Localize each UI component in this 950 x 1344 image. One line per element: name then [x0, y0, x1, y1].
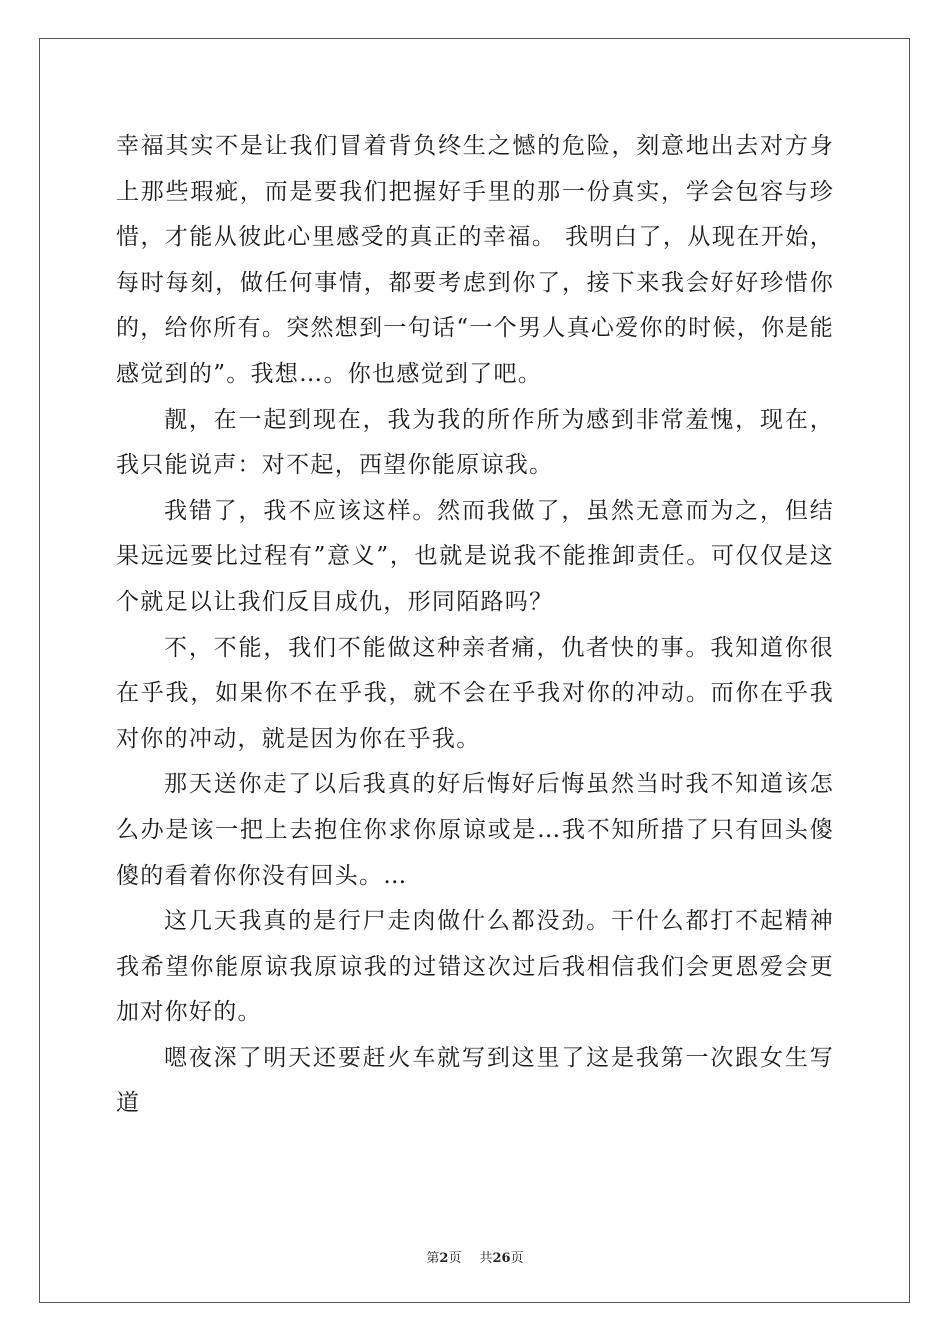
paragraph-7: 嗯夜深了明天还要赶火车就写到这里了这是我第一次跟女生写道: [116, 1044, 834, 1117]
document-body: [116, 124, 834, 1127]
paragraph-6: 这几天我真的是行尸走肉做什么都没劲。干什么都打不起精神我希望你能原谅我原谅我的过错这次过后我相信我们会更恩爱会更加对你好的。: [116, 908, 834, 1026]
total-pages: 26: [492, 1251, 511, 1266]
paragraph-1: 幸福其实不是让我们冒着背负终生之憾的危险，刻意地出去对方身上那些瑕疵，而是要我们把握好手里的那一份真实，学会包容与珍惜，才能从彼此心里感受的真正的幸福。 我明白了，从现在开始，每时每刻，做任何事情，都要考虑到你了，接下来我会好好珍惜你的，给你所有。突然想到一句话“一个男人真心爱你的时候，你是能感觉到的”。我想…。你也感觉到了吧。: [116, 133, 834, 387]
paragraph-2: 靓，在一起到现在，我为我的所作所为感到非常羞愧，现在，我只能说声：对不起，西望你能原谅我。: [116, 406, 834, 479]
page-suffix: 页: [448, 1251, 462, 1266]
total-prefix: 共: [479, 1251, 493, 1266]
total-suffix: 页: [510, 1251, 524, 1266]
page-number: 2: [439, 1251, 449, 1266]
page-prefix: 第: [426, 1251, 440, 1266]
total-indicator: [479, 1251, 523, 1266]
page-indicator: [426, 1251, 461, 1266]
page-footer: [0, 1247, 950, 1266]
paragraph-4: 不，不能，我们不能做这种亲者痛，仇者快的事。我知道你很在乎我，如果你不在乎我，就不会在乎我对你的冲动。而你在乎我对你的冲动，就是因为你在乎我。: [116, 634, 834, 752]
paragraph-5: 那天送你走了以后我真的好后悔好后悔虽然当时我不知道该怎么办是该一把上去抱住你求你原谅或是…我不知所措了只有回头傻傻的看着你你没有回头。…: [116, 771, 834, 889]
paragraph-3: 我错了，我不应该这样。然而我做了，虽然无意而为之，但结果远远要比过程有”意义”，也就是说我不能推卸责任。可仅仅是这个就足以让我们反目成仇，形同陌路吗？: [116, 497, 834, 615]
